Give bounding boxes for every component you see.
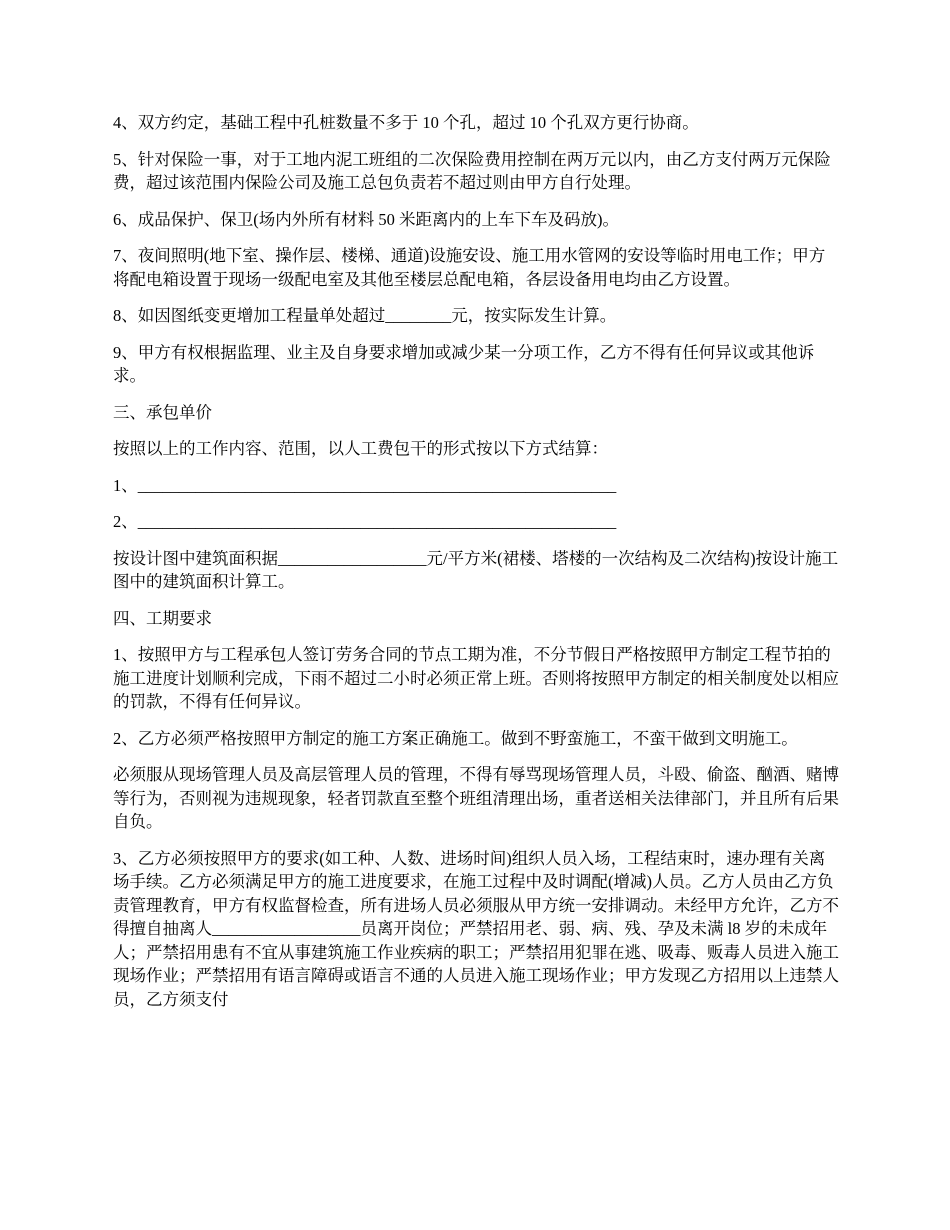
schedule-clause-3: 3、乙方必须按照甲方的要求(如工种、人数、进场时间)组织人员入场，工程结束时，速办理有关离场手续。乙方必须满足甲方的施工进度要求，在施工过程中及时调配(增减)人员。乙方人员由乙方负责管理教育，甲方有权监督检查，所有进场人员必须服从甲方统一安排调动。未经甲方允许，乙方不得擅自抽离人__________________员离开岗位；严禁招用老、弱、病、残、孕及未满 l8 岁的未成年人；严禁招用患有不宜从事建筑施工作业疾病的职工；严禁招用犯罪在逃、吸毒、贩毒人员进入施工现场作业；严禁招用有语言障碍或语言不通的人员进入施工现场作业；甲方发现乙方招用以上违禁人员，乙方须支付 (113, 848, 839, 1009)
clause-9: 9、甲方有权根据监理、业主及自身要求增加或减少某一分项工作，乙方不得有任何异议或其他诉求。 (113, 342, 815, 385)
schedule-clause-1: 1、按照甲方与工程承包人签订劳务合同的节点工期为准，不分节假日严格按照甲方制定工程节拍的施工进度计划顺利完成，下雨不超过二小时必须正常上班。否则将按照甲方制定的相关制度处以相应的罚款，不得有任何异议。 (113, 645, 839, 711)
schedule-clause-2: 2、乙方必须严格按照甲方制定的施工方案正确施工。做到不野蛮施工，不蛮干做到文明施工。 (113, 728, 798, 748)
clause-8: 8、如因图纸变更增加工程量单处超过________元，按实际发生计算。 (113, 306, 617, 325)
section-3-heading: 三、承包单价 (113, 402, 212, 422)
price-line-1: 1、__________________________________________________________ (113, 475, 617, 495)
schedule-clause-2-continued: 必须服从现场管理人员及高层管理人员的管理，不得有辱骂现场管理人员，斗殴、偷盗、酗酒、赌博等行为，否则视为违规现象，轻者罚款直至整个班组清理出场，重者送相关法律部门，并且所有后果自负。 (113, 765, 839, 831)
section-4-heading: 四、工期要求 (113, 608, 212, 628)
price-line-2: 2、__________________________________________________________ (113, 512, 617, 531)
clause-4: 4、双方约定，基础工程中孔桩数量不多于 10 个孔，超过 10 个孔双方更行协商。 (113, 113, 699, 132)
clause-7: 7、夜间照明(地下室、操作层、楼梯、通道)设施安设、施工用水管网的安设等临时用电工作；甲方将配电箱设置于现场一级配电室及其他至楼层总配电箱，各层设备用电均由乙方设置。 (113, 246, 826, 289)
price-area-clause: 按设计图中建筑面积据__________________元/平方米(裙楼、塔楼的一次结构及二次结构)按设计施工图中的建筑面积计算工。 (113, 548, 839, 591)
section-3-intro: 按照以上的工作内容、范围，以人工费包干的形式按以下方式结算： (113, 439, 608, 458)
clause-5: 5、针对保险一事，对于工地内泥工班组的二次保险费用控制在两万元以内，由乙方支付两万元保险费，超过该范围内保险公司及施工总包负责若不超过则由甲方自行处理。 (113, 149, 831, 192)
document-page (113, 111, 841, 1024)
clause-6: 6、成品保护、保卫(场内外所有材料 50 米距离内的上车下车及码放)。 (113, 209, 619, 229)
